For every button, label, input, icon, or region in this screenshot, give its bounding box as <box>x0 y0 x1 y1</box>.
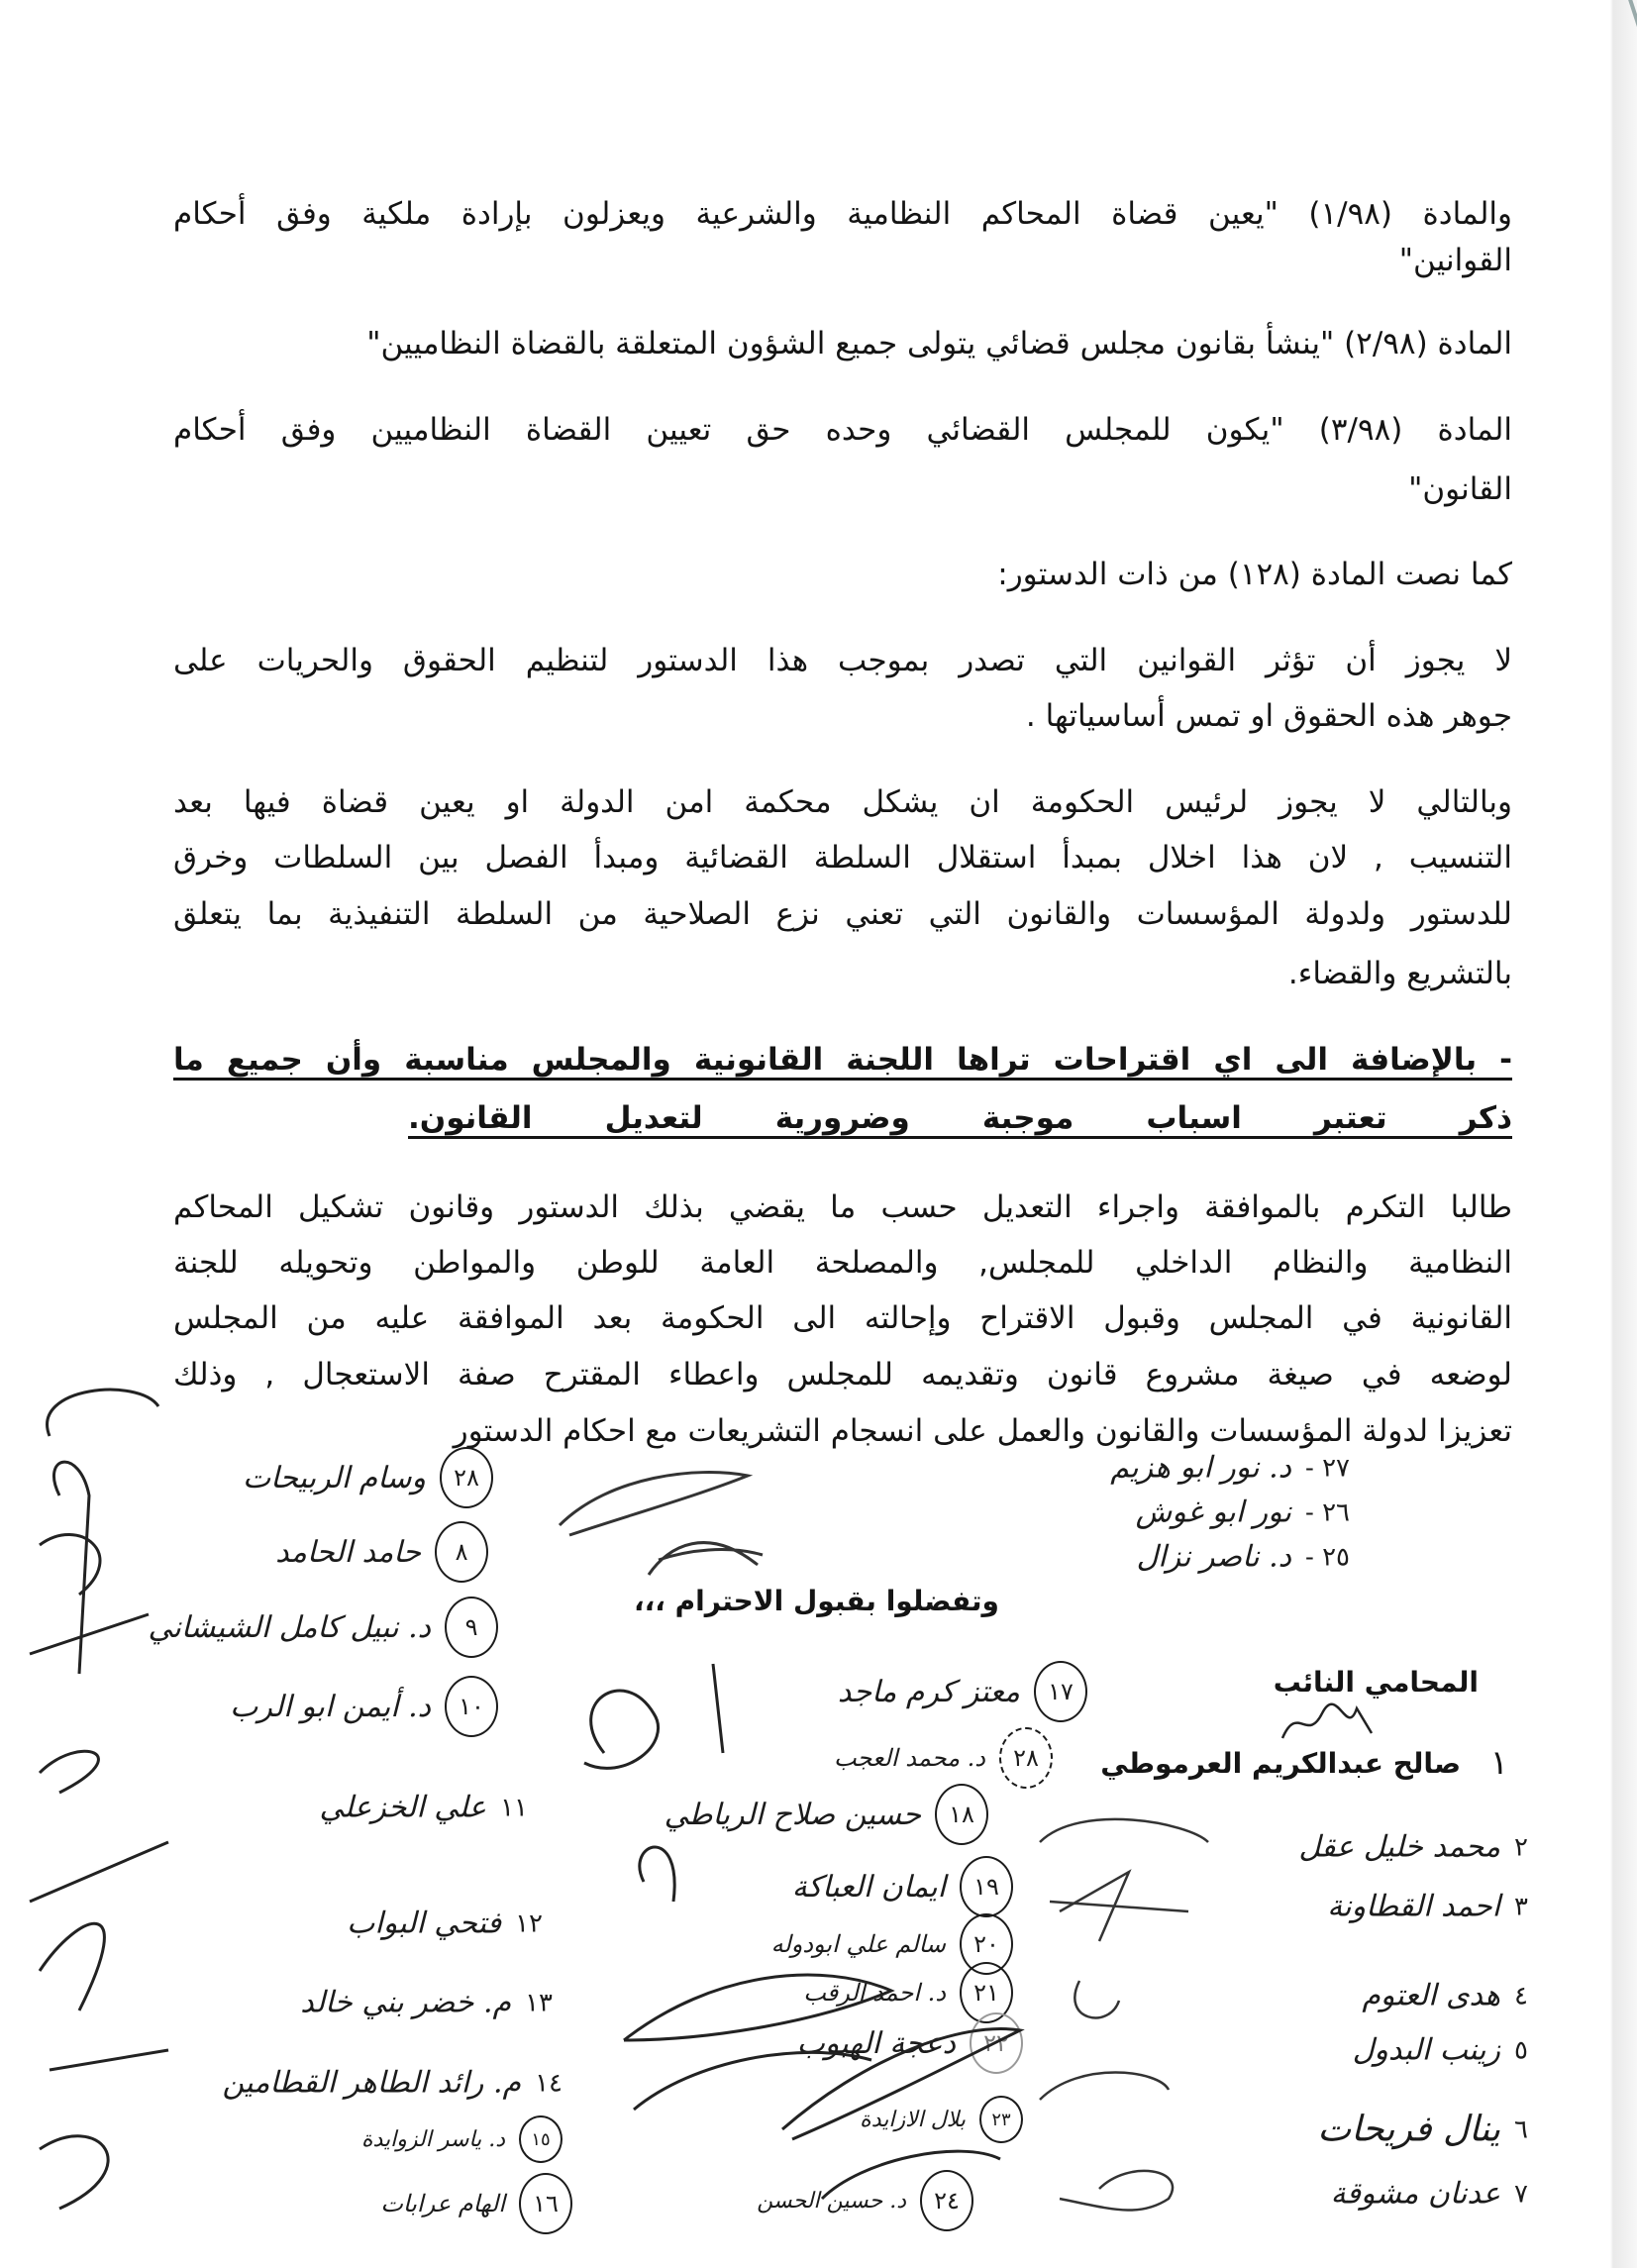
signature-number: ١٤ <box>535 2068 563 2098</box>
signature-name: معتز كرم ماجد <box>837 1674 1020 1709</box>
signature-entry <box>1362 1979 1528 2013</box>
signature-name: وسام الربيحات <box>242 1460 426 1495</box>
article-98-1-line: والمادة (١/٩٨) "يعين قضاة المحاكم النظامية والشرعية ويعزلون بإرادة ملكية وفق أحكام <box>173 196 1512 232</box>
signature-entry <box>347 1907 543 1941</box>
signature-name: فتحي البواب <box>347 1906 502 1941</box>
signature-entry <box>230 1676 498 1737</box>
signature-name: م. خضر بني خالد <box>300 1985 512 2020</box>
scan-edge <box>1578 0 1637 2268</box>
signature-name: ينال فريحات <box>1317 2109 1501 2150</box>
signature-entry <box>1136 1540 1350 1575</box>
sender-name: صالح عبدالكريم العرموطي <box>1100 1747 1461 1780</box>
article-98-3-line: القانون" <box>1408 471 1512 507</box>
sender-title: المحامي النائب <box>1273 1666 1479 1699</box>
signature-number-circle: ٢٠ <box>960 1913 1013 1975</box>
signature-number: ٣ <box>1514 1892 1528 1921</box>
signature-number-circle: ٢١ <box>960 1962 1013 2023</box>
signature-number: ١١ <box>500 1793 528 1822</box>
signature-number: ٤ <box>1514 1981 1528 2010</box>
article-98-1-line: القوانين" <box>1398 243 1512 278</box>
article-98-3-line: المادة (٣/٩٨) "يكون للمجلس القضائي وحده حق تعيين القضاة النظاميين وفق أحكام <box>173 412 1513 448</box>
article-128-intro: كما نصت المادة (١٢٨) من ذات الدستور: <box>997 557 1512 592</box>
signature-entry <box>243 1447 493 1508</box>
signature-name: ايمان العباكة <box>791 1869 946 1905</box>
signature-number: ٥ <box>1514 2035 1528 2065</box>
signature-name: سالم علي ابودوله <box>770 1930 946 1958</box>
signature-name: د. ياسر الزوايدة <box>360 2126 505 2152</box>
signature-number: ٧ <box>1514 2179 1528 2209</box>
argument-paragraph-line: بالتشريع والقضاء. <box>1287 956 1512 991</box>
signature-number: ٢ <box>1514 1832 1528 1862</box>
signature-number: ٢٧ - <box>1305 1453 1350 1483</box>
underlined-heading-line: ذكر تعتبر اسباب موجبة وضرورية لتعديل القانون. <box>408 1100 1512 1136</box>
signature-entry <box>380 2173 572 2234</box>
right-signature-scribbles <box>1020 1803 1218 2218</box>
signature-number-circle: ١٧ <box>1034 1661 1087 1722</box>
signature-entry <box>1331 2177 1528 2212</box>
signature-entry <box>1327 1890 1528 1924</box>
signature-name: هدى العتوم <box>1362 1978 1501 2013</box>
request-paragraph-line: النظامية والنظام الداخلي للمجلس, والمصلحة العامة للوطن والمواطن وتحويله للجنة <box>173 1245 1512 1281</box>
signature-name: م. رائد الطاهر القطامين <box>222 2065 522 2101</box>
signature-name: د. أيمن ابو الرب <box>230 1689 431 1724</box>
signature-name: احمد القطاونة <box>1327 1889 1501 1924</box>
signature-name: د. احمد الرقب <box>803 1979 946 2007</box>
signature-entry <box>1110 1451 1350 1486</box>
signature-entry <box>275 1521 488 1583</box>
article-128-text: جوهر هذه الحقوق او تمس أساسياتها . <box>1025 698 1512 734</box>
signature-number-circle: ٢٣ <box>979 2096 1023 2143</box>
article-128-text: لا يجوز أن تؤثر القوانين التي تصدر بموجب هذا الدستور لتنظيم الحقوق والحريات على <box>173 643 1512 678</box>
signature-number: ١٣ <box>525 1988 553 2017</box>
sender-initials-signature <box>1278 1699 1386 1748</box>
signature-number-circle: ١٩ <box>960 1856 1013 1917</box>
signature-name: د. نبيل كامل الشيشاني <box>148 1609 431 1645</box>
sender-number: ١ <box>1489 1743 1508 1783</box>
signature-scribble <box>550 1456 777 1585</box>
request-paragraph-line: لوضعه في صيغة مشروع قانون وتقديمه للمجلس واعطاء المقترح صفة الاستعجال , وذلك <box>173 1357 1512 1392</box>
left-signature-scribbles <box>20 1377 188 2228</box>
signature-number-circle: ١٦ <box>519 2173 572 2234</box>
argument-paragraph-line: وبالتالي لا يجوز لرئيس الحكومة ان يشكل محكمة امن الدولة او يعين قضاة فيها بعد <box>173 784 1512 820</box>
signature-number: ٢٥ - <box>1305 1542 1350 1572</box>
signature-name: د. محمد العجب <box>833 1744 985 1772</box>
request-paragraph-line: طالبا التكرم بالموافقة واجراء التعديل حسب ما يقضي بذلك الدستور وقانون تشكيل المحاكم <box>173 1189 1512 1225</box>
request-paragraph-line: تعزيزا لدولة المؤسسات والقانون والعمل على انسجام التشريعات مع احكام الدستور <box>453 1413 1512 1449</box>
signature-name: الهام عرابات <box>380 2190 505 2217</box>
signature-number: ٦ <box>1514 2114 1528 2144</box>
signature-name: د. ناصر نزال <box>1136 1539 1291 1575</box>
signature-entry <box>1298 1830 1528 1865</box>
signature-name: حامد الحامد <box>275 1534 421 1570</box>
signature-name: دعجة الهبوب <box>796 2025 956 2061</box>
argument-paragraph-line: للدستور ولدولة المؤسسات والقانون التي تعني نزع الصلاحية من السلطة التنفيذية بما يتعلق <box>173 896 1512 932</box>
request-paragraph-line: القانونية في المجلس وقبول الاقتراح وإحالته الى الحكومة بعد الموافقة عليه من المجلس <box>173 1300 1512 1336</box>
signature-number-circle: ١٠ <box>445 1676 498 1737</box>
signature-entry <box>1317 2110 1528 2150</box>
signature-number-circle: ٢٨ <box>999 1727 1053 1789</box>
signature-entry <box>361 2115 563 2163</box>
signature-entry <box>300 1986 553 2020</box>
article-98-2-line: المادة (٢/٩٨) "ينشأ بقانون مجلس قضائي يتولى جميع الشؤون المتعلقة بالقضاة النظاميين" <box>366 326 1512 361</box>
closing-salutation: وتفضلوا بقبول الاحترام ،،، <box>634 1585 999 1617</box>
signature-number-circle: ٨ <box>435 1521 488 1583</box>
signature-number-circle: ١٨ <box>935 1784 988 1845</box>
signature-name: د. حسين الحسن <box>757 2188 906 2214</box>
signature-number-circle: ٢٢ <box>970 2012 1023 2074</box>
signature-number: ١٢ <box>515 1908 543 1938</box>
signature-number-circle: ٢٤ <box>920 2170 973 2231</box>
signature-name: زينب البدول <box>1352 2032 1501 2068</box>
signature-entry <box>319 1791 528 1825</box>
argument-paragraph-line: التنسيب , لان هذا اخلال بمبدأ استقلال السلطة القضائية ومبدأ الفصل بين السلطات وخرق <box>173 840 1512 876</box>
signature-name: نور ابو غوش <box>1135 1495 1291 1530</box>
underlined-heading-line: - بالإضافة الى اي اقتراحات تراها اللجنة القانونية والمجلس مناسبة وأن جميع ما <box>173 1042 1512 1078</box>
signature-name: د. نور ابو هزيم <box>1110 1450 1291 1486</box>
middle-signature-scribbles <box>564 1644 1040 2258</box>
signature-entry <box>149 1597 498 1658</box>
signature-number-circle: ٩ <box>445 1597 498 1658</box>
signature-name: علي الخزعلي <box>319 1790 487 1825</box>
signature-number-circle: ٢٨ <box>440 1447 493 1508</box>
signature-name: بلال الازايدة <box>860 2107 966 2132</box>
signature-name: محمد خليل عقل <box>1298 1829 1501 1865</box>
signature-entry <box>1353 2033 1528 2068</box>
signature-name: عدنان مشوقة <box>1330 2176 1501 2212</box>
signature-entry <box>222 2066 563 2101</box>
signature-number: ٢٦ - <box>1305 1497 1350 1527</box>
signature-entry <box>1136 1495 1350 1530</box>
signature-name: حسين صلاح الرياطي <box>664 1797 921 1832</box>
signature-number-circle: ١٥ <box>519 2115 563 2163</box>
